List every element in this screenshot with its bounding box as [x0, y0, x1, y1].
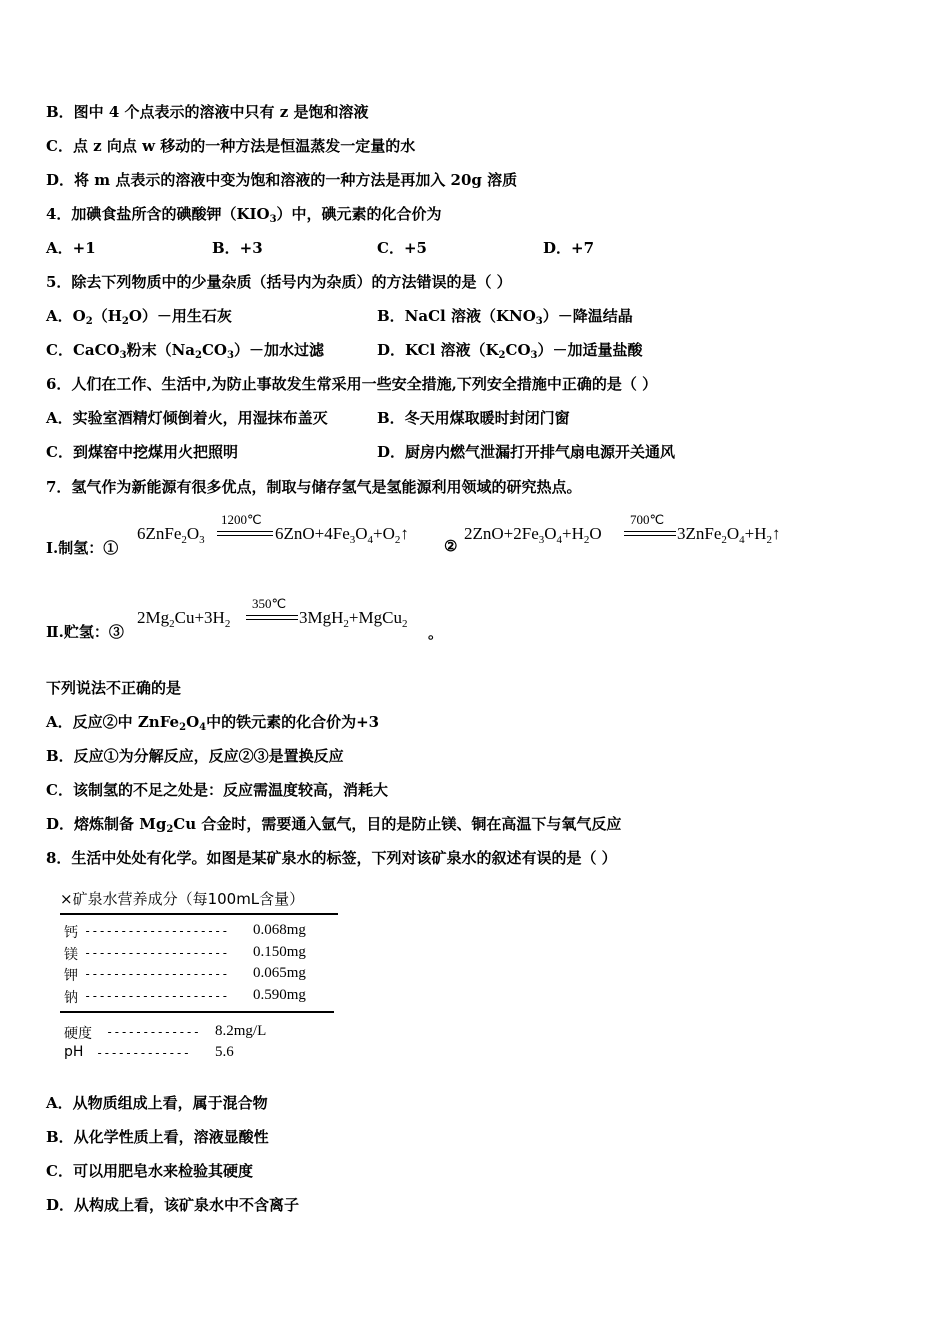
equation-1-equals-sign [217, 531, 273, 536]
equation-3-products: 3MgH$_2$+MgCu$_2$ [299, 608, 408, 630]
q7-option-b: B．反应①为分解反应，反应②③是置换反应 [46, 747, 344, 765]
q7-question: 下列说法不正确的是 [46, 679, 182, 697]
q8-option-d: D．从构成上看，该矿泉水中不含离子 [46, 1196, 300, 1214]
q6-stem: 6．人们在工作、生活中,为防止事故发生常采用一些安全措施,下列安全措施中正确的是（ ） [46, 375, 658, 393]
q7-storage-label: Ⅱ.贮氢：③ [46, 623, 124, 641]
q3-option-c: C．点 z 向点 w 移动的一种方法是恒温蒸发一定量的水 [46, 137, 416, 155]
ph-value: 5.6 [215, 1044, 234, 1060]
nutrient-value-magnesium: 0.150mg [253, 944, 306, 960]
equation-3-reactants: $2Mg_2Cu+3H_2$ [137, 608, 231, 630]
equation-3-equals-sign [246, 615, 298, 620]
nutrient-row-calcium: 钙 [64, 925, 78, 941]
equation-2-condition: 700℃ [630, 512, 665, 527]
equation-2-equals-sign [624, 531, 676, 536]
nutrient-value-calcium: 0.068mg [253, 922, 306, 938]
equation-2-products: $3ZnFe_2O_4+H_2↑$ [677, 524, 781, 546]
q5-stem: 5．除去下列物质中的少量杂质（括号内为杂质）的方法错误的是（ ） [46, 273, 512, 291]
q6-option-d: D．厨房内燃气泄漏打开排气扇电源开关通风 [377, 443, 676, 461]
dash-leader: -------------------- [84, 946, 229, 960]
equation-1-products: $6ZnO+4Fe_3O_4+O_2↑$ [275, 524, 409, 546]
q7-stem: 7．氢气作为新能源有很多优点，制取与储存氢气是氢能源利用领域的研究热点。 [46, 478, 582, 496]
q8-option-b: B．从化学性质上看，溶液显酸性 [46, 1128, 269, 1146]
mineral-label-title: ×矿泉水营养成分（每100mL含量） [60, 890, 305, 908]
q4-option-a: A．+1 [46, 239, 96, 257]
dash-leader: ------------- [96, 1046, 190, 1060]
q8-option-c: C．可以用肥皂水来检验其硬度 [46, 1162, 253, 1180]
q4-option-d: D．+7 [543, 239, 595, 257]
q8-option-a: A．从物质组成上看，属于混合物 [46, 1094, 268, 1112]
q6-option-c: C．到煤窑中挖煤用火把照明 [46, 443, 238, 461]
nutrient-row-sodium: 钠 [64, 990, 78, 1006]
q3-option-b: B．图中 4 个点表示的溶液中只有 z 是饱和溶液 [46, 103, 369, 121]
q5-option-b: B．NaCl 溶液$(KNO_3)-$降温结晶 [377, 307, 633, 327]
equation-3-condition: 350℃ [252, 596, 287, 611]
nutrient-row-magnesium: 镁 [64, 947, 78, 963]
nutrient-value-sodium: 0.590mg [253, 987, 306, 1003]
q8-stem: 8．生活中处处有化学。如图是某矿泉水的标签，下列对该矿泉水的叙述有误的是（ ） [46, 849, 617, 867]
q6-option-b: B．冬天用煤取暖时封闭门窗 [377, 409, 570, 427]
equation-1-reactants: $6ZnFe_2O_3$ [137, 524, 205, 546]
q5-option-c: C．CaCO$_3$粉末$(Na_2CO_3)-$加水过滤 [46, 341, 324, 361]
label-top-rule [60, 913, 338, 915]
q7-production-label: Ⅰ.制氢：① [46, 539, 119, 557]
equation-2-reactants: $2ZnO+2Fe_3O_4+H_2O$ [464, 524, 602, 546]
q4-option-b: B．+3 [212, 239, 263, 257]
q5-option-a: A．$O_2(H_2O)-$用生石灰 [46, 307, 232, 327]
q4-stem: 4．加碘食盐所含的碘酸钾$(KIO_3)$中，碘元素的化合价为 [46, 205, 442, 225]
dash-leader: -------------------- [84, 967, 229, 981]
dash-leader: -------------------- [84, 989, 229, 1003]
equation-1-condition: 1200℃ [221, 512, 262, 527]
equation-3-period: 。 [428, 624, 444, 642]
q7-option-c: C．该制氢的不足之处是：反应需温度较高，消耗大 [46, 781, 388, 799]
q6-option-a: A．实验室酒精灯倾倒着火，用湿抹布盖灭 [46, 409, 328, 427]
hardness-value: 8.2mg/L [215, 1023, 267, 1039]
dash-leader: -------------------- [84, 924, 229, 938]
q4-option-c: C．+5 [377, 239, 427, 257]
q7-option-a: A．反应②中 $ZnFe_2O_4$中的铁元素的化合价为+3 [46, 713, 380, 733]
nutrient-value-potassium: 0.065mg [253, 965, 306, 981]
q7-circled-2: ② [444, 537, 458, 555]
hardness-row: 硬度 [64, 1026, 92, 1042]
q5-option-d: D．KCl 溶液$(K_2CO_3)-$加适量盐酸 [377, 341, 643, 361]
label-bottom-rule [60, 1011, 334, 1013]
q7-option-d: D．熔炼制备 $Mg_2Cu$ 合金时，需要通入氩气，目的是防止镁、铜在高温下与氧气反应 [46, 815, 622, 835]
dash-leader: ------------- [106, 1025, 200, 1039]
ph-row: pH [64, 1044, 84, 1060]
nutrient-row-potassium: 钾 [64, 968, 78, 984]
q3-option-d: D．将 m 点表示的溶液中变为饱和溶液的一种方法是再加入 20g 溶质 [46, 171, 518, 189]
